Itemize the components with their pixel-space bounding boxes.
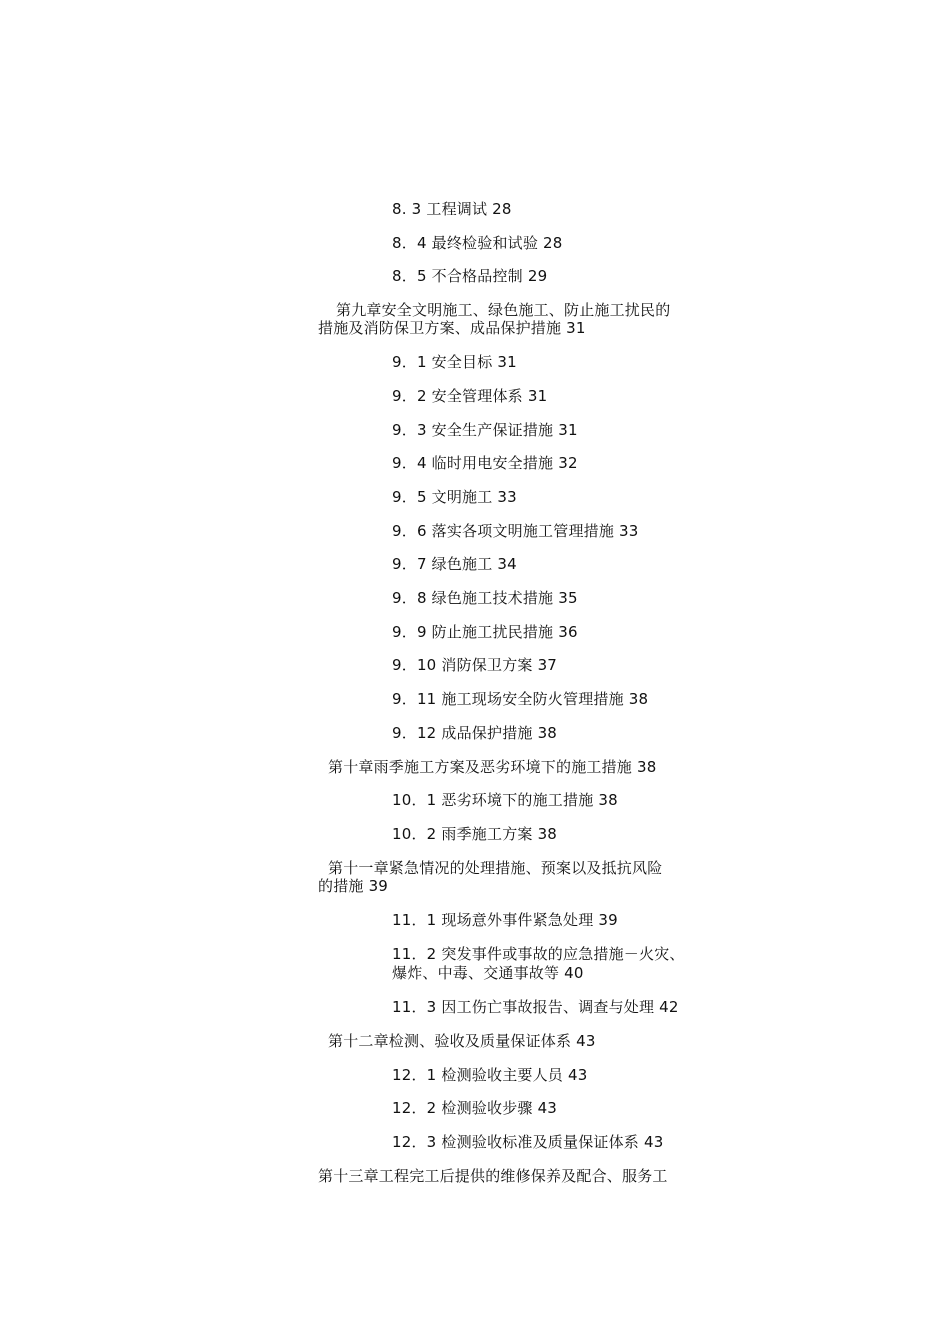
toc-chapter-9: 第九章安全文明施工、绿色施工、防止施工扰民的: [336, 301, 671, 319]
toc-entry-9-5: 9．5 文明施工 33: [392, 488, 517, 506]
toc-entry-11-3: 11．3 因工伤亡事故报告、调查与处理 42: [392, 998, 679, 1016]
toc-chapter-11: 第十一章紧急情况的处理措施、预案以及抵抗风险: [328, 859, 663, 877]
toc-entry-9-10: 9．10 消防保卫方案 37: [392, 656, 558, 674]
toc-entry-10-2: 10．2 雨季施工方案 38: [392, 825, 558, 843]
toc-chapter-9-cont: 措施及消防保卫方案、成品保护措施 31: [318, 319, 586, 337]
toc-entry-9-11: 9．11 施工现场安全防火管理措施 38: [392, 690, 649, 708]
toc-entry-9-8: 9．8 绿色施工技术措施 35: [392, 589, 578, 607]
toc-entry-12-2: 12．2 检测验收步骤 43: [392, 1099, 558, 1117]
toc-entry-9-3: 9．3 安全生产保证措施 31: [392, 421, 578, 439]
toc-entry-10-1: 10．1 恶劣环境下的施工措施 38: [392, 791, 618, 809]
toc-entry-9-9: 9．9 防止施工扰民措施 36: [392, 623, 578, 641]
toc-entry-11-2-cont: 爆炸、中毒、交通事故等 40: [392, 964, 584, 982]
toc-entry-9-2: 9．2 安全管理体系 31: [392, 387, 548, 405]
toc-entry-9-1: 9．1 安全目标 31: [392, 353, 517, 371]
toc-entry-11-1: 11．1 现场意外事件紧急处理 39: [392, 911, 618, 929]
toc-entry-8-5: 8．5 不合格品控制 29: [392, 267, 548, 285]
toc-chapter-11-cont: 的措施 39: [318, 877, 389, 895]
toc-entry-9-12: 9．12 成品保护措施 38: [392, 724, 558, 742]
toc-chapter-10: 第十章雨季施工方案及恶劣环境下的施工措施 38: [328, 758, 657, 776]
toc-entry-12-3: 12．3 检测验收标准及质量保证体系 43: [392, 1133, 664, 1151]
toc-entry-11-2: 11．2 突发事件或事故的应急措施－火灾、: [392, 945, 685, 963]
toc-entry-8-4: 8．4 最终检验和试验 28: [392, 234, 563, 252]
toc-entry-8-3: 8. 3 工程调试 28: [392, 200, 512, 218]
toc-entry-9-6: 9．6 落实各项文明施工管理措施 33: [392, 522, 639, 540]
toc-chapter-13: 第十三章工程完工后提供的维修保养及配合、服务工: [318, 1167, 668, 1185]
toc-entry-12-1: 12．1 检测验收主要人员 43: [392, 1066, 588, 1084]
toc-entry-9-4: 9．4 临时用电安全措施 32: [392, 454, 578, 472]
toc-chapter-12: 第十二章检测、验收及质量保证体系 43: [328, 1032, 596, 1050]
toc-entry-9-7: 9．7 绿色施工 34: [392, 555, 517, 573]
